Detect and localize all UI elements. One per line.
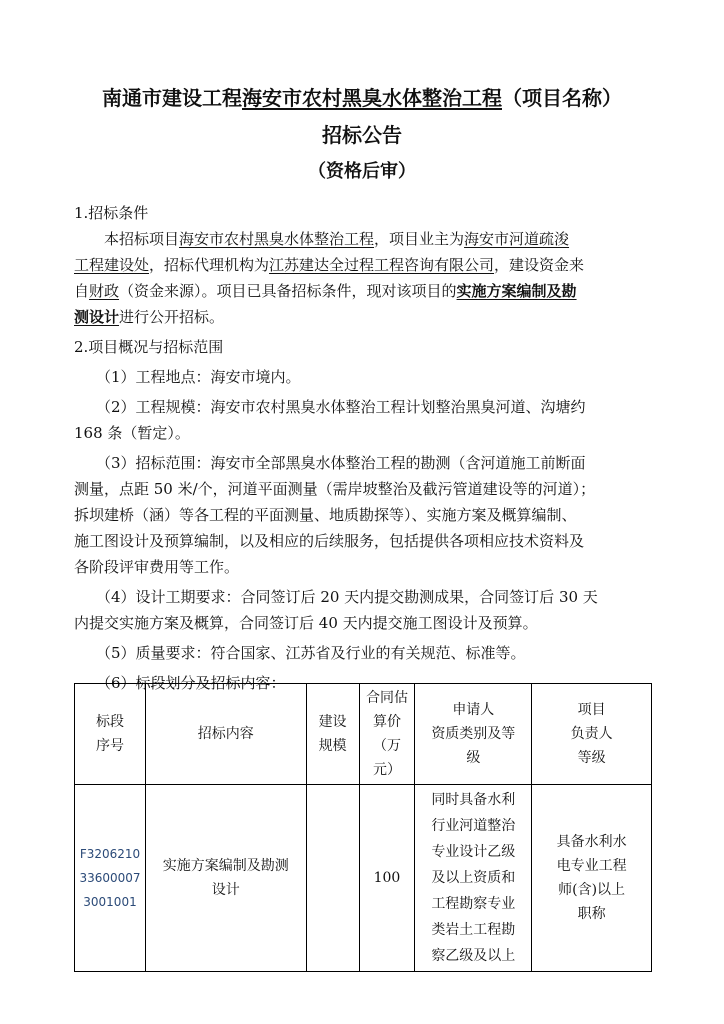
item-lots: （6）标段划分及招标内容： [96, 674, 286, 692]
owner-name: 海安市河道疏浚 [464, 230, 570, 248]
lot-content: 实施方案编制及勘测 设计 [145, 785, 306, 972]
table-header-row [75, 684, 652, 785]
item-schedule-cont: 内提交实施方案及概算，合同签订后 40 天内提交施工图设计及预算。 [74, 614, 538, 632]
title-prefix: 南通市建设工程 [102, 86, 242, 110]
item-scale-cont: 168 条（暂定）。 [74, 424, 190, 442]
lot-leader-level: 具备水利水 电专业工程 师(含)以上 职称 [532, 785, 652, 972]
lot-code: F3206210 33600007 3001001 [75, 785, 146, 972]
agent-name: 江苏建达全过程工程咨询有限公司 [269, 256, 495, 274]
section1-heading: 1.招标条件 [74, 204, 149, 222]
item-range-cont: 拆坝建桥（涵）等各工程的平面测量、地质勘探等）、实施方案及概算编制、 [74, 506, 577, 524]
lot-table [74, 683, 652, 972]
review-type: （资格后审） [308, 161, 416, 182]
item-range: （3）招标范围：海安市全部黑臭水体整治工程的勘测（含河道施工前断面 [96, 454, 586, 472]
header-price: 合同估 算价 （万元） [359, 684, 415, 785]
section2-heading: 2.项目概况与招标范围 [74, 338, 224, 356]
lot-price: 100 [359, 785, 415, 972]
owner-name: 工程建设处 [74, 256, 150, 274]
item-range-cont: 施工图设计及预算编制，以及相应的后续服务，包括提供各项相应技术资料及 [74, 532, 585, 550]
page-title [0, 84, 724, 112]
section1-line: 本招标项目海安市农村黑臭水体整治工程，项目业主为海安市河道疏浚 [104, 230, 570, 248]
lot-scale [306, 785, 359, 972]
item-location: （1）工程地点：海安市境内。 [96, 368, 301, 386]
announcement-body [74, 200, 652, 696]
header-scale: 建设 规模 [306, 684, 359, 785]
table-row [75, 785, 652, 972]
header-qualification: 申请人 资质类别及等 级 [415, 684, 532, 785]
item-range-cont: 测量，点距 50 米/个，河道平面测量（需岸坡整治及截污管道建设等的河道）； [74, 480, 596, 498]
header-content: 招标内容 [145, 684, 306, 785]
lot-qualification: 同时具备水利 行业河道整治 专业设计乙级 及以上资质和 工程勘察专业 类岩土工程勘 察乙级及以上 [415, 785, 532, 972]
page-subtitle: 招标公告 [322, 123, 402, 147]
fund-source: 财政 [89, 282, 120, 300]
header-lot-seq: 标段 序号 [75, 684, 146, 785]
header-leader-level: 项目 负责人 等级 [532, 684, 652, 785]
item-scale: （2）工程规模：海安市农村黑臭水体整治工程计划整治黑臭河道、沟塘约 [96, 398, 586, 416]
item-range-cont: 各阶段评审费用等工作。 [74, 558, 240, 576]
section1-line: 测设计进行公开招标。 [74, 308, 225, 326]
bid-scope: 测设计 [74, 308, 120, 326]
section1-line: 工程建设处，招标代理机构为江苏建达全过程工程咨询有限公司，建设资金来 [74, 256, 585, 274]
title-suffix: （项目名称） [502, 86, 622, 110]
section1-line: 自财政（资金来源）。项目已具备招标条件，现对该项目的实施方案编制及勘 [74, 282, 577, 300]
item-quality: （5）质量要求：符合国家、江苏省及行业的有关规范、标准等。 [96, 644, 526, 662]
title-project-name: 海安市农村黑臭水体整治工程 [242, 86, 502, 110]
item-schedule: （4）设计工期要求：合同签订后 20 天内提交勘测成果，合同签订后 30 天 [96, 588, 598, 606]
bid-scope: 实施方案编制及勘 [456, 282, 577, 300]
project-name: 海安市农村黑臭水体整治工程 [179, 230, 375, 248]
